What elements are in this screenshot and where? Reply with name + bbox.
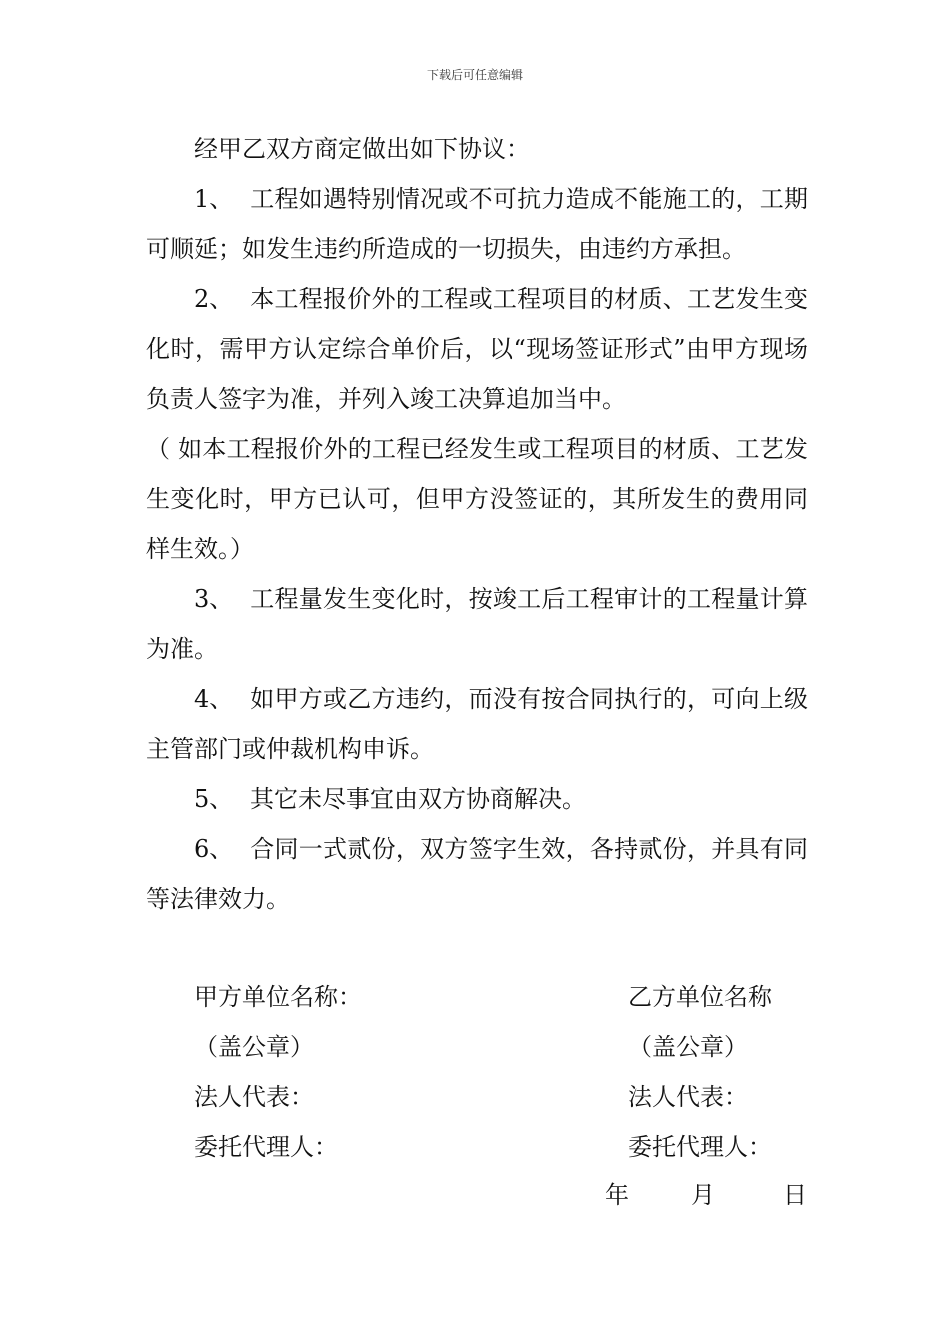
- signature-row-agent: [146, 1122, 808, 1172]
- signature-row-seal: [146, 1022, 808, 1072]
- date-year: 年: [605, 1181, 629, 1209]
- clause-number: 6、: [194, 835, 234, 863]
- clause-number: 2、: [194, 285, 234, 313]
- page-header: 下载后可任意编辑: [426, 68, 523, 82]
- party-b-name-label: 乙方单位名称: [628, 983, 772, 1011]
- signature-block: [146, 972, 808, 1172]
- party-a-agent: 委托代理人：: [194, 1133, 338, 1161]
- clause-6: [146, 824, 808, 924]
- clause-number: 1、: [194, 185, 234, 213]
- party-b-seal: （盖公章）: [628, 1033, 748, 1061]
- party-b-legal-rep: 法人代表：: [628, 1083, 748, 1111]
- clause-2-note: （ 如本工程报价外的工程已经发生或工程项目的材质、工艺发生变化时，甲方已认可，但甲方没签证的，其所发生的费用同样生效。）: [146, 435, 808, 563]
- party-a-legal-rep: 法人代表：: [194, 1083, 314, 1111]
- clause-2: [146, 274, 808, 424]
- clause-4: [146, 674, 808, 774]
- intro-paragraph: 经甲乙双方商定做出如下协议：: [194, 135, 530, 163]
- date-day: 日: [783, 1181, 807, 1209]
- party-b-agent: 委托代理人：: [628, 1133, 772, 1161]
- clause-text: 工程量发生变化时，按竣工后工程审计的工程量计算为准。: [146, 585, 808, 663]
- signature-row-legal-rep: [146, 1072, 808, 1122]
- date-month: 月: [691, 1181, 715, 1209]
- clause-number: 3、: [194, 585, 234, 613]
- clause-text: 如甲方或乙方违约，而没有按合同执行的，可向上级主管部门或仲裁机构申诉。: [146, 685, 808, 763]
- clause-text: 本工程报价外的工程或工程项目的材质、工艺发生变化时，需甲方认定综合单价后，以“现场签证形式”由甲方现场负责人签字为准，并列入竣工决算追加当中。: [146, 285, 808, 413]
- clause-text: 其它未尽事宜由双方协商解决。: [250, 785, 586, 813]
- clause-5: [146, 774, 808, 824]
- clause-1: [146, 174, 808, 274]
- party-a-name-label: 甲方单位名称：: [194, 983, 362, 1011]
- clause-text: 合同一式贰份，双方签字生效，各持贰份，并具有同等法律效力。: [146, 835, 808, 913]
- signature-row-name: [146, 972, 808, 1022]
- party-a-seal: （盖公章）: [194, 1033, 314, 1061]
- agreement-body: [146, 124, 808, 924]
- clause-text: 工程如遇特别情况或不可抗力造成不能施工的，工期可顺延；如发生违约所造成的一切损失，由违约方承担。: [146, 185, 808, 263]
- clause-number: 5、: [194, 785, 234, 813]
- clause-number: 4、: [194, 685, 234, 713]
- clause-3: [146, 574, 808, 674]
